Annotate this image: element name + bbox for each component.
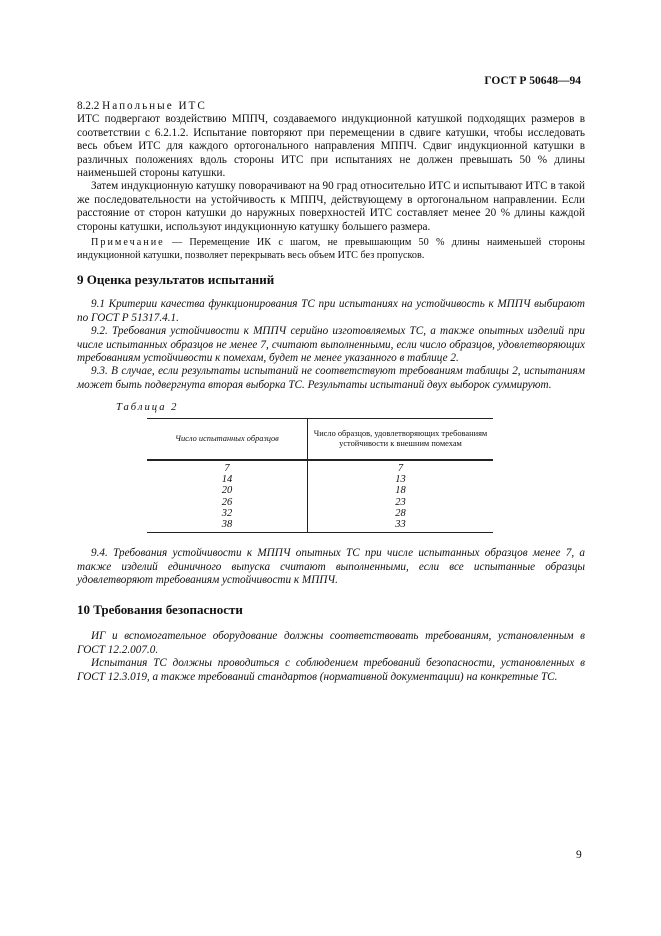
- cell-tested: 14: [147, 474, 308, 485]
- paragraph-9-1: 9.1 Критерии качества функционирования ТС при испытаниях на устойчивость к МППЧ выбирают по ГОСТ Р 51317.4.1.: [77, 298, 585, 324]
- cell-passing: 28: [395, 507, 406, 519]
- document-code: ГОСТ Р 50648—94: [484, 75, 581, 87]
- note: [77, 236, 585, 262]
- table-header-row: [147, 419, 493, 461]
- paragraph-8-2-2-2: Затем индукционную катушку поворачивают на 90 град относительно ИТС и испытывают ИТС в такой же последовательности на устойчивость к МППЧ, действующему в ортогональном направлении. Если расстояние от сторон катушки до наружных поверхностей ИТС составляет менее 20 % длины каждой стороны катушки, используют индукционную катушку большего размера.: [77, 180, 585, 233]
- section-10-heading: 10 Требования безопасности: [77, 602, 243, 617]
- cell-tested: 32: [147, 508, 308, 519]
- cell-passing: 13: [395, 474, 406, 486]
- table-row: [147, 474, 493, 485]
- cell-tested: 38: [147, 519, 308, 533]
- cell-passing: 7: [397, 463, 404, 474]
- paragraph-10-1: ИГ и вспомогательное оборудование должны соответствовать требованиям, установленным в ГОСТ 12.2.007.0.: [77, 630, 585, 656]
- table-row: [147, 508, 493, 519]
- table-2: [147, 418, 493, 533]
- paragraph-8-2-2-1: ИТС подвергают воздействию МППЧ, создаваемого индукционной катушкой подходящих размеров в соответствии с 6.2.1.2. Испытание повторяют при перемещении в сдвиге катушки, чтобы исследовать весь объем ИТС для каждого ортогонального направления МППЧ. Сдвиг индукционной катушки в различных положениях вдоль стороны ИТС при испытаниях не должен превышать 50 % длины наименьшей стороны катушки.: [77, 113, 585, 180]
- table-row: [147, 519, 493, 533]
- column-header-passing-samples: Число образцов, удовлетворяющих требованиям устойчивости к внешним помехам: [308, 419, 494, 461]
- cell-passing: 33: [308, 519, 494, 533]
- table-row: [147, 497, 493, 508]
- column-header-tested-samples: Число испытанных образцов: [147, 419, 308, 461]
- table-row: [147, 485, 493, 496]
- page-number: 9: [576, 849, 582, 861]
- cell-passing: 18: [395, 485, 406, 497]
- section-9-heading: 9 Оценка результатов испытаний: [77, 272, 275, 287]
- note-label: Примечание: [91, 237, 165, 248]
- paragraph-9-2: 9.2. Требования устойчивости к МППЧ серийно изготовляемых ТС, а также опытных изделий при числе испытанных образцов не менее 7, считают выполненными, если число образцов, удовлетворяющих требованиям устойчивости к помехам, будет не менее указанного в таблице 2.: [77, 325, 585, 365]
- subsection-8-2-2-title: [77, 100, 585, 114]
- subsection-title: Напольные ИТС: [102, 100, 207, 112]
- cell-tested: 26: [147, 497, 308, 508]
- table-row: [147, 460, 493, 474]
- subsection-number: 8.2.2: [77, 100, 100, 112]
- paragraph-9-3: 9.3. В случае, если результаты испытаний не соответствуют требованиям таблицы 2, испытаниям может быть подвергнута вторая выборка ТС. Результаты испытаний двух выборок суммируют.: [77, 365, 585, 391]
- cell-tested: 7: [147, 460, 308, 474]
- note-text: — Перемещение ИК с шагом, не превышающим 50 % длины наименьшей стороны индукционной катушки, позволяет перекрывать весь объем ИТС без пропусков.: [77, 237, 585, 261]
- paragraph-9-4: 9.4. Требования устойчивости к МППЧ опытных ТС при числе испытанных образцов менее 7, а также изделий единичного выпуска считают выполненными, если все испытанные образцы удовлетворяют требованиям устойчивости к МППЧ.: [77, 547, 585, 587]
- paragraph-10-2: Испытания ТС должны проводиться с соблюдением требований безопасности, установленных в ГОСТ 12.3.019, а также требований стандартов (нормативной документации) на конкретные ТС.: [77, 657, 585, 683]
- table-caption: Таблица 2: [116, 402, 179, 413]
- cell-tested: 20: [147, 485, 308, 496]
- cell-passing: 23: [395, 496, 406, 508]
